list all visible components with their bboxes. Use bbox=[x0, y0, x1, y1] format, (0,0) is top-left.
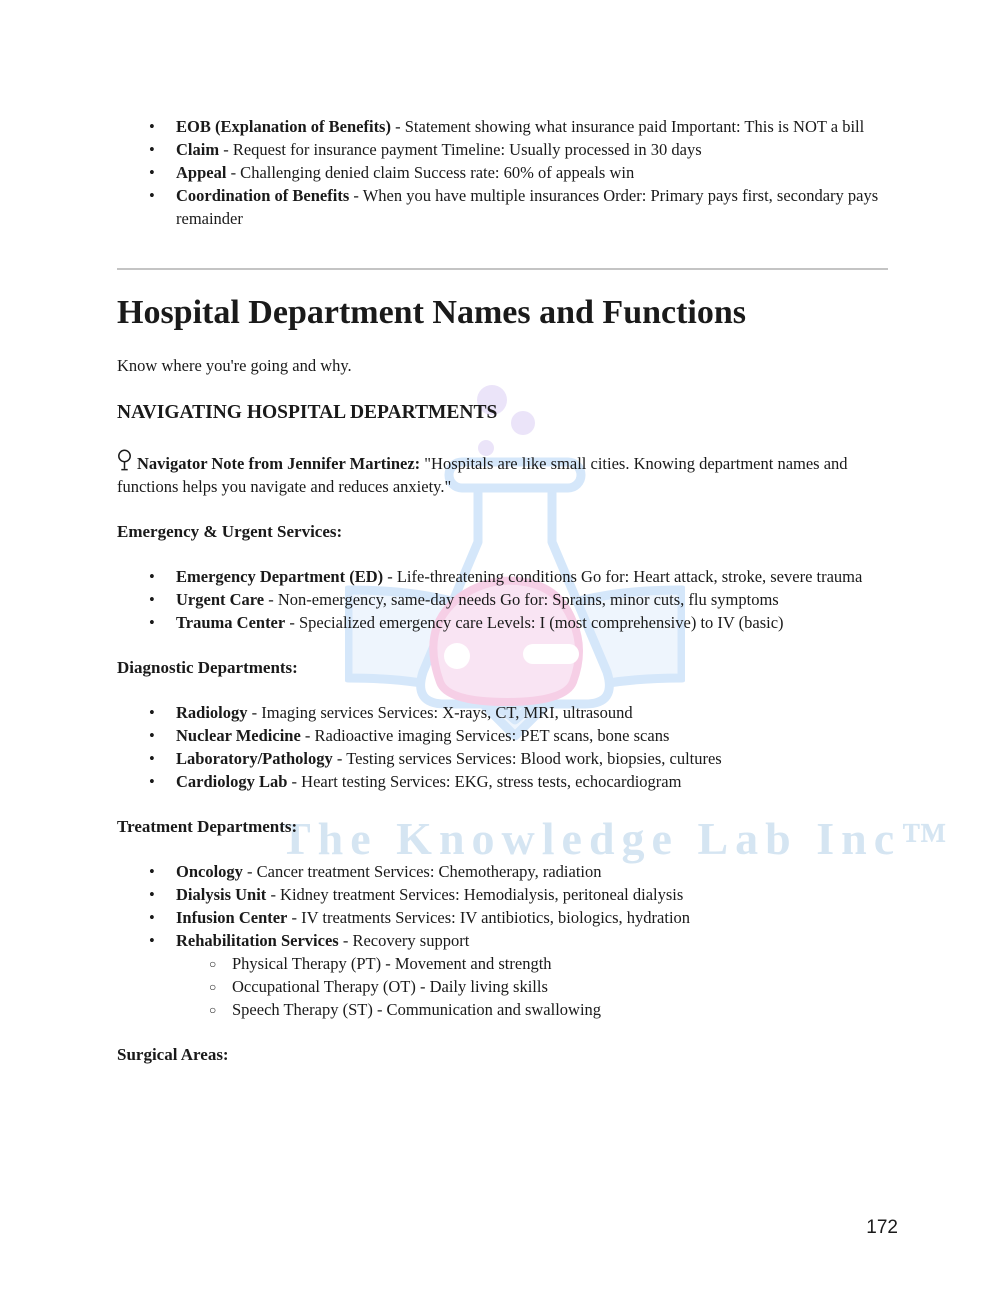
description: - When you have multiple insurances Order: Primary pays first, secondary pays remainder bbox=[176, 186, 879, 228]
group-label-surgical: Surgical Areas: bbox=[117, 1045, 229, 1064]
lightbulb-icon bbox=[117, 449, 132, 473]
description: - Recovery support bbox=[342, 931, 470, 950]
list-item bbox=[176, 701, 880, 724]
term: Dialysis Unit bbox=[176, 885, 267, 904]
list-item bbox=[176, 906, 880, 929]
note-quote: "Hospitals are like small cities. Knowing department names and functions helps you navigate and reduces anxiety." bbox=[117, 454, 848, 496]
watermark-text: The Knowledge Lab Inc™ bbox=[280, 813, 955, 864]
diagnostic-list bbox=[117, 701, 888, 793]
description: - Challenging denied claim Success rate: 60% of appeals win bbox=[230, 163, 635, 182]
term: Oncology bbox=[176, 862, 243, 881]
term: Radiology bbox=[176, 703, 248, 722]
description: - Radioactive imaging Services: PET scans, bone scans bbox=[304, 726, 670, 745]
list-item bbox=[176, 161, 880, 184]
list-item bbox=[176, 860, 880, 883]
description: - Testing services Services: Blood work, biopsies, cultures bbox=[336, 749, 722, 768]
term: Appeal bbox=[176, 163, 227, 182]
note-label: Navigator Note from Jennifer Martinez: bbox=[137, 454, 421, 473]
list-item bbox=[176, 724, 880, 747]
term: Nuclear Medicine bbox=[176, 726, 301, 745]
tagline: Know where you're going and why. bbox=[117, 356, 352, 375]
description: - Request for insurance payment Timeline: Usually processed in 30 days bbox=[223, 140, 702, 159]
sub-list-item: ○ Physical Therapy (PT) - Movement and strength bbox=[232, 952, 880, 975]
description: - Heart testing Services: EKG, stress tests, echocardiogram bbox=[291, 772, 682, 791]
group-label-treatment: Treatment Departments: bbox=[117, 817, 298, 836]
description: - Imaging services Services: X-rays, CT, MRI, ultrasound bbox=[251, 703, 633, 722]
list-item bbox=[176, 747, 880, 770]
description: - Non-emergency, same-day needs Go for: Sprains, minor cuts, flu symptoms bbox=[268, 590, 779, 609]
description: - Kidney treatment Services: Hemodialysis, peritoneal dialysis bbox=[270, 885, 684, 904]
group-label-emergency: Emergency & Urgent Services: bbox=[117, 522, 343, 541]
term: Coordination of Benefits bbox=[176, 186, 350, 205]
list-item bbox=[176, 611, 880, 634]
term: Laboratory/Pathology bbox=[176, 749, 333, 768]
description: - Statement showing what insurance paid Important: This is NOT a bill bbox=[395, 117, 865, 136]
description: - Life-threatening conditions Go for: Heart attack, stroke, severe trauma bbox=[387, 567, 863, 586]
term: EOB (Explanation of Benefits) bbox=[176, 117, 391, 136]
description: - IV treatments Services: IV antibiotics, biologics, hydration bbox=[291, 908, 691, 927]
list-item bbox=[176, 929, 880, 1021]
sub-list-item: ○ Speech Therapy (ST) - Communication and swallowing bbox=[232, 998, 880, 1021]
rehab-sub-list bbox=[176, 952, 880, 1021]
emergency-list bbox=[117, 565, 888, 634]
subsection-heading: NAVIGATING HOSPITAL DEPARTMENTS bbox=[117, 402, 498, 423]
term: Emergency Department (ED) bbox=[176, 567, 384, 586]
list-item bbox=[176, 770, 880, 793]
term: Cardiology Lab bbox=[176, 772, 288, 791]
page-number: 172 bbox=[866, 1217, 898, 1238]
list-item bbox=[176, 565, 880, 588]
term: Urgent Care bbox=[176, 590, 265, 609]
list-item bbox=[176, 138, 880, 161]
term: Infusion Center bbox=[176, 908, 288, 927]
term: Trauma Center bbox=[176, 613, 286, 632]
list-item bbox=[176, 588, 880, 611]
description: - Specialized emergency care Levels: I (most comprehensive) to IV (basic) bbox=[289, 613, 784, 632]
navigator-note bbox=[117, 449, 888, 498]
page-title: Hospital Department Names and Functions bbox=[117, 294, 747, 331]
list-item bbox=[176, 883, 880, 906]
list-item bbox=[176, 115, 880, 138]
section-divider bbox=[117, 268, 888, 270]
term: Claim bbox=[176, 140, 220, 159]
sub-list-item: ○ Occupational Therapy (OT) - Daily living skills bbox=[232, 975, 880, 998]
insurance-terms-list bbox=[117, 115, 888, 230]
description: - Cancer treatment Services: Chemotherapy, radiation bbox=[247, 862, 602, 881]
group-label-diagnostic: Diagnostic Departments: bbox=[117, 658, 298, 677]
treatment-list bbox=[117, 860, 888, 1021]
list-item bbox=[176, 184, 880, 230]
term: Rehabilitation Services bbox=[176, 931, 339, 950]
